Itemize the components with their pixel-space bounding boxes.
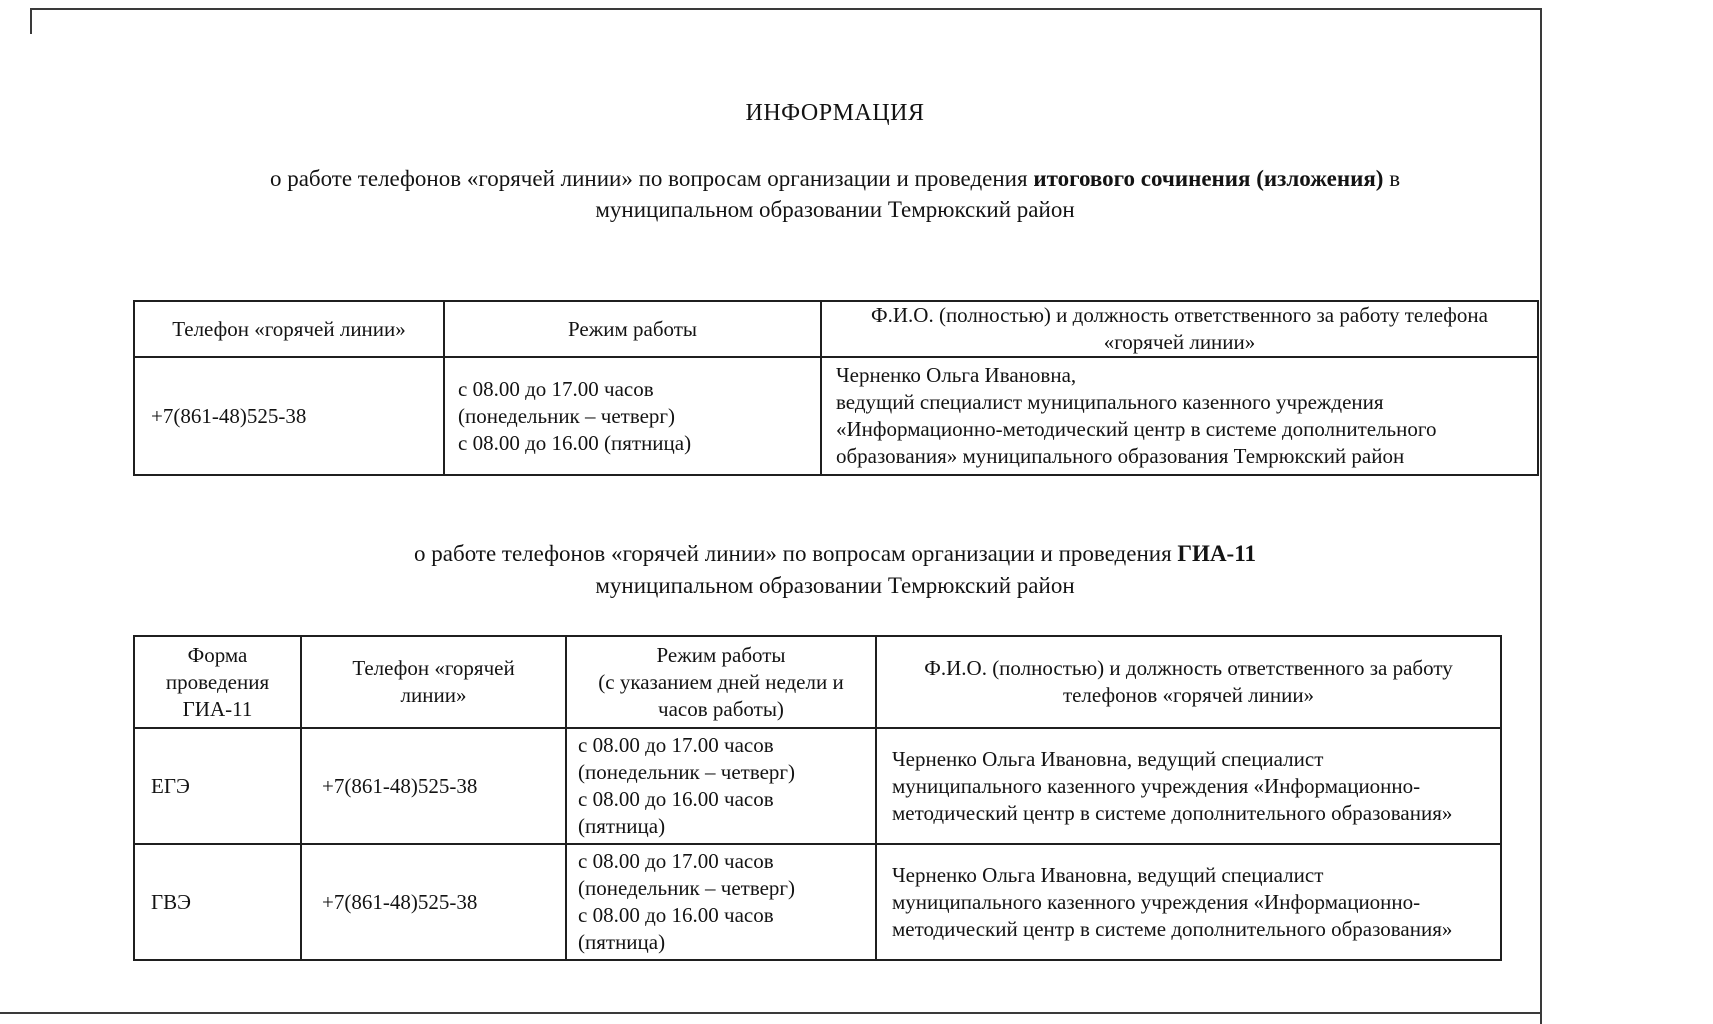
intro-line-1-bold: итогового сочинения (изложения) bbox=[1033, 166, 1384, 191]
table2-header-form-line: проведения bbox=[165, 669, 270, 694]
schedule-line: с 08.00 до 17.00 часов bbox=[458, 376, 654, 401]
table2-header-schedule-line: (с указанием дней недели и bbox=[598, 669, 844, 694]
table1-header-row bbox=[134, 301, 1538, 357]
schedule-line: с 08.00 до 16.00 часов bbox=[578, 787, 774, 811]
section2-line-1-text: о работе телефонов «горячей линии» по вопросам организации и проведения bbox=[414, 541, 1178, 566]
hotline-table-sochinenie bbox=[133, 300, 1539, 476]
page-border-left bbox=[30, 8, 32, 34]
intro-paragraph bbox=[133, 163, 1537, 225]
intro-line-2: муниципальном образовании Темрюкский район bbox=[595, 197, 1075, 222]
intro-line-1 bbox=[133, 163, 1537, 194]
responsible-line: «Информационно-методический центр в системе дополнительного bbox=[836, 417, 1437, 441]
responsible-cell bbox=[876, 728, 1501, 844]
page-border-top bbox=[30, 8, 1542, 10]
schedule-line: (понедельник – четверг) bbox=[458, 403, 676, 428]
table2-header-phone bbox=[301, 636, 566, 728]
table1-data-row bbox=[134, 357, 1538, 475]
section2-line-2: муниципальном образовании Темрюкский район bbox=[595, 573, 1075, 598]
table1-header-responsible bbox=[821, 301, 1538, 357]
schedule-cell bbox=[566, 844, 876, 960]
table2-header-schedule-line: часов работы) bbox=[658, 696, 784, 721]
table1-header-responsible-line-1: Ф.И.О. (полностью) и должность ответственного за работу телефона bbox=[871, 303, 1488, 327]
schedule-line: (понедельник – четверг) bbox=[578, 760, 796, 784]
table2-header-row bbox=[134, 636, 1501, 728]
table1-responsible-cell bbox=[821, 357, 1538, 475]
table1-header-responsible-line-2: «горячей линии» bbox=[1103, 330, 1256, 354]
table2-header-phone-line: линии» bbox=[400, 683, 467, 707]
responsible-line: муниципального казенного учреждения «Информационно- bbox=[892, 889, 1421, 914]
page-border-right bbox=[1540, 8, 1542, 1024]
schedule-cell bbox=[566, 728, 876, 844]
schedule-line: с 08.00 до 17.00 часов bbox=[578, 733, 774, 757]
responsible-line: ведущий специалист муниципального казенного учреждения bbox=[836, 390, 1384, 414]
table1-header-schedule: Режим работы bbox=[444, 301, 821, 357]
phone-cell: +7(861-48)525-38 bbox=[301, 728, 566, 844]
responsible-line: методический центр в системе дополнительного образования» bbox=[892, 916, 1453, 941]
table2-header-responsible bbox=[876, 636, 1501, 728]
table2-header-form bbox=[134, 636, 301, 728]
table2-header-form-line: Форма bbox=[187, 642, 248, 667]
responsible-line: методический центр в системе дополнительного образования» bbox=[892, 800, 1453, 825]
intro-line-1-suffix: в bbox=[1383, 166, 1401, 191]
schedule-line: с 08.00 до 16.00 часов bbox=[578, 903, 774, 927]
responsible-line: Черненко Ольга Ивановна, bbox=[836, 363, 1077, 387]
responsible-line: Черненко Ольга Ивановна, ведущий специалист bbox=[892, 746, 1324, 771]
schedule-line: (понедельник – четверг) bbox=[578, 876, 796, 900]
form-cell: ГВЭ bbox=[134, 844, 301, 960]
responsible-cell bbox=[876, 844, 1501, 960]
intro-line-1-text: о работе телефонов «горячей линии» по вопросам организации и проведения bbox=[269, 166, 1034, 191]
section2-line-1 bbox=[133, 538, 1537, 570]
table2-header-phone-line: Телефон «горячей bbox=[352, 656, 515, 680]
table2-row-ege bbox=[134, 728, 1501, 844]
page-title: ИНФОРМАЦИЯ bbox=[745, 100, 925, 126]
table1-schedule-cell bbox=[444, 357, 821, 475]
table2-header-responsible-line: телефонов «горячей линии» bbox=[1062, 683, 1315, 707]
schedule-line: (пятница) bbox=[578, 930, 666, 954]
section2-heading bbox=[133, 538, 1537, 602]
page-border-bottom bbox=[0, 1012, 1542, 1014]
section2-line-1-bold: ГИА-11 bbox=[1177, 541, 1256, 566]
responsible-line: образования» муниципального образования Темрюкский район bbox=[836, 444, 1405, 468]
table2-header-form-line: ГИА-11 bbox=[182, 696, 253, 721]
schedule-line: с 08.00 до 17.00 часов bbox=[578, 849, 774, 873]
hotline-table-gia11 bbox=[133, 635, 1502, 961]
table2-row-gve bbox=[134, 844, 1501, 960]
table2-header-schedule bbox=[566, 636, 876, 728]
responsible-line: Черненко Ольга Ивановна, ведущий специалист bbox=[892, 862, 1324, 887]
form-cell: ЕГЭ bbox=[134, 728, 301, 844]
schedule-line: (пятница) bbox=[578, 814, 666, 838]
table1-phone-cell: +7(861-48)525-38 bbox=[134, 357, 444, 475]
table2-header-schedule-line: Режим работы bbox=[656, 642, 786, 667]
responsible-line: муниципального казенного учреждения «Информационно- bbox=[892, 773, 1421, 798]
table1-header-phone: Телефон «горячей линии» bbox=[134, 301, 444, 357]
table2-header-responsible-line: Ф.И.О. (полностью) и должность ответственного за работу bbox=[924, 656, 1453, 680]
phone-cell: +7(861-48)525-38 bbox=[301, 844, 566, 960]
schedule-line: с 08.00 до 16.00 (пятница) bbox=[458, 430, 692, 455]
